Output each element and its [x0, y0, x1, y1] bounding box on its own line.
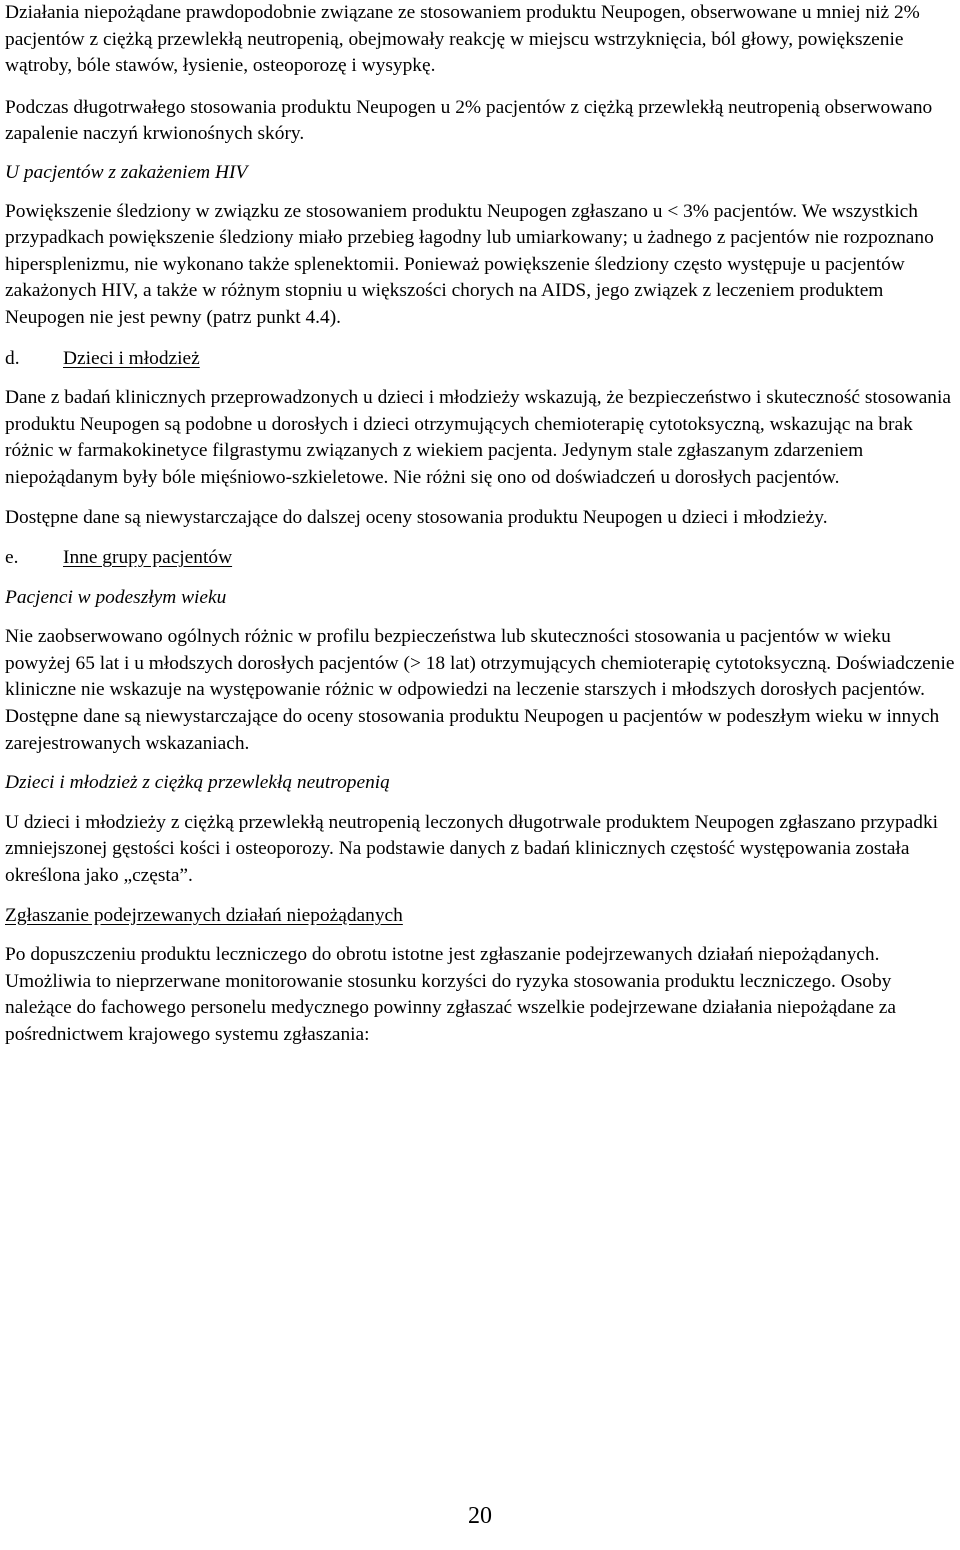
reporting-heading: Zgłaszanie podejrzewanych działań niepożądanych — [5, 904, 403, 926]
children-scn-subheading: Dzieci i młodzież z ciężką przewlekłą neutropenią — [5, 772, 390, 794]
section-d-title: Dzieci i młodzież — [63, 347, 200, 369]
pediatric-paragraph: Dane z badań klinicznych przeprowadzonych u dzieci i młodzieży wskazują, że bezpieczeństwo i skuteczność stosowania produktu Neupogen są podobne u dorosłych i dzieci otrzymujących chemioterapię cytotoksyczną, wskazując na brak różnic w farmakokinetyce filgrastymu związanych z wiekiem pacjenta. Jedynym stale zgłaszanym zdarzeniem niepożądanym były bóle mięśniowo-szkieletowe. Nie różni się ono od doświadczeń u dorosłych pacjentów. — [5, 387, 951, 488]
section-e-heading — [5, 545, 957, 572]
page-number: 20 — [468, 1503, 492, 1529]
section-e-title: Inne grupy pacjentów — [63, 547, 233, 569]
adverse-effects-paragraph: Działania niepożądane prawdopodobnie związane ze stosowaniem produktu Neupogen, obserwowane u mniej niż 2% pacjentów z ciężką przewlekłą neutropenią, obejmowały reakcję w miejscu wstrzyknięcia, ból głowy, powiększenie wątroby, bóle stawów, łysienie, osteoporozę i wysypkę. — [5, 2, 920, 77]
elderly-paragraph: Nie zaobserwowano ogólnych różnic w profilu bezpieczeństwa lub skuteczności stosowania u pacjentów w wieku powyżej 65 lat i u młodszych dorosłych pacjentów (> 18 lat) otrzymujących chemioterapię cytotoksyczną. Doświadczenie kliniczne nie wskazuje na występowanie różnic w odpowiedzi na leczenie starszych i młodszych dorosłych pacjentów. Dostępne dane są niewystarczające do oceny stosowania produktu Neupogen u pacjentów w podeszłym wieku w innych zarejestrowanych wskazaniach. — [5, 626, 955, 754]
long-term-use-paragraph: Podczas długotrwałego stosowania produktu Neupogen u 2% pacjentów z ciężką przewlekłą neutropenią obserwowano zapalenie naczyń krwionośnych skóry. — [5, 96, 933, 145]
section-d-heading — [5, 346, 957, 373]
hiv-paragraph: Powiększenie śledziony w związku ze stosowaniem produktu Neupogen zgłaszano u < 3% pacjentów. We wszystkich przypadkach powiększenie śledziony miało przebieg łagodny lub umiarkowany; u żadnego z pacjentów nie rozpoznano hipersplenizmu, nie wykonano także splenektomii. Ponieważ powiększenie śledziony często występuje u pacjentów zakażonych HIV, a także w różnym stopniu u większości chorych na AIDS, jego związek z leczeniem produktem Neupogen nie jest pewny (patrz punkt 4.4). — [5, 200, 934, 328]
section-e-number: e. — [5, 547, 19, 569]
pediatric-data-paragraph: Dostępne dane są niewystarczające do dalszej oceny stosowania produktu Neupogen u dzieci i młodzieży. — [5, 506, 828, 528]
section-d-number: d. — [5, 347, 20, 369]
document-page — [5, 0, 957, 1049]
hiv-subheading: U pacjentów z zakażeniem HIV — [5, 161, 248, 183]
children-scn-paragraph: U dzieci i młodzieży z ciężką przewlekłą neutropenią leczonych długotrwale produktem Neupogen zgłaszano przypadki zmniejszonej gęstości kości i osteoporozy. Na podstawie danych z badań klinicznych częstość występowania została określona jako „częsta”. — [5, 811, 939, 887]
elderly-subheading: Pacjenci w podeszłym wieku — [5, 586, 227, 608]
reporting-paragraph: Po dopuszczeniu produktu leczniczego do obrotu istotne jest zgłaszanie podejrzewanych działań niepożądanych. Umożliwia to nieprzerwane monitorowanie stosunku korzyści do ryzyka stosowania produktu leczniczego. Osoby należące do fachowego personelu medycznego powinny zgłaszać wszelkie podejrzewane działania niepożądane za pośrednictwem krajowego systemu zgłaszania: — [5, 944, 896, 1045]
